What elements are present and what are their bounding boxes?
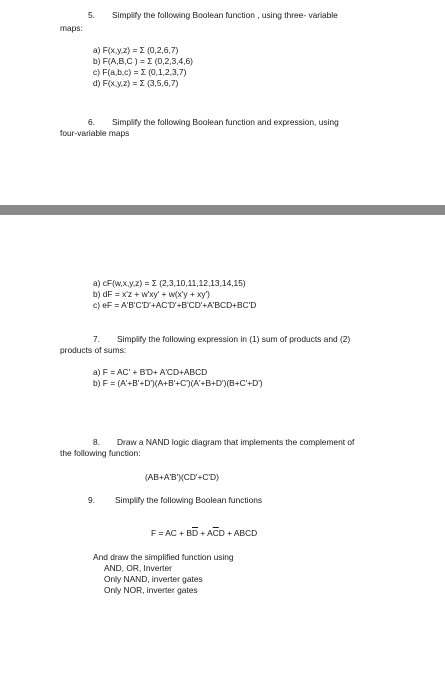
q7-number: 7. bbox=[93, 334, 100, 344]
q8-expression: (AB+A'B')(CD'+C'D) bbox=[145, 472, 219, 482]
q7-item-a: a) F = AC' + B'D+ A'CD+ABCD bbox=[93, 367, 208, 377]
q8-text-cont: the following function: bbox=[60, 448, 141, 458]
q6-item-a: a) cF(w,x,y,z) = Σ (2,3,10,11,12,13,14,15) bbox=[93, 278, 246, 288]
q6-text: Simplify the following Boolean function and expression, using bbox=[112, 117, 339, 127]
q7-text-cont: products of sums: bbox=[60, 345, 127, 355]
q9-f-cbar: $\overline{C}$ bbox=[212, 528, 219, 538]
q9-number: 9. bbox=[88, 495, 95, 505]
q7-text: Simplify the following expression in (1) sum of products and (2) bbox=[117, 334, 351, 344]
q5-item-a: a) F(x,y,z) = Σ (0,2,6,7) bbox=[93, 45, 179, 55]
q9-f-dbar: $\overline{D}$ bbox=[191, 528, 199, 538]
q9-f-rest: D + ABCD bbox=[218, 528, 258, 538]
page-divider bbox=[0, 205, 445, 215]
q6-item-b: b) dF = x'z + w'xy' + w(x'y + xy') bbox=[93, 289, 210, 299]
q5-item-b: b) F(A,B,C ) = Σ (0,2,3,4,6) bbox=[93, 56, 193, 66]
q9-draw-text: And draw the simplified function using bbox=[93, 552, 234, 562]
q7-item-b: b) F = (A'+B'+D')(A+B'+C')(A'+B+D')(B+C'+D') bbox=[93, 378, 263, 388]
q6-item-c: c) eF = A'B'C'D'+AC'D'+B'CD'+A'BCD+BC'D bbox=[93, 300, 257, 310]
q5-number: 5. bbox=[88, 10, 95, 20]
q9-option-2: Only NAND, inverter gates bbox=[104, 574, 203, 584]
q9-f-lhs: F = AC bbox=[151, 528, 177, 538]
q6-number: 6. bbox=[88, 117, 95, 127]
q6-text-cont: four-variable maps bbox=[60, 128, 130, 138]
q5-item-d: d) F(x,y,z) = Σ (3,5,6,7) bbox=[93, 78, 179, 88]
q5-text-cont: maps: bbox=[60, 23, 83, 33]
q9-text: Simplify the following Boolean functions bbox=[115, 495, 263, 505]
q9-function bbox=[151, 528, 257, 539]
q8-number: 8. bbox=[93, 437, 100, 447]
q5-item-c: c) F(a,b,c) = Σ (0,1,2,3,7) bbox=[93, 67, 187, 77]
q5-text: Simplify the following Boolean function , using three- variable bbox=[112, 10, 338, 20]
q9-option-3: Only NOR, inverter gates bbox=[104, 585, 198, 595]
q8-text: Draw a NAND logic diagram that implements the complement of bbox=[117, 437, 355, 447]
q9-option-1: AND, OR, Inverter bbox=[104, 563, 172, 573]
q9-f-plus2: + A bbox=[198, 528, 213, 538]
q9-f-plus1: + B bbox=[176, 528, 192, 538]
